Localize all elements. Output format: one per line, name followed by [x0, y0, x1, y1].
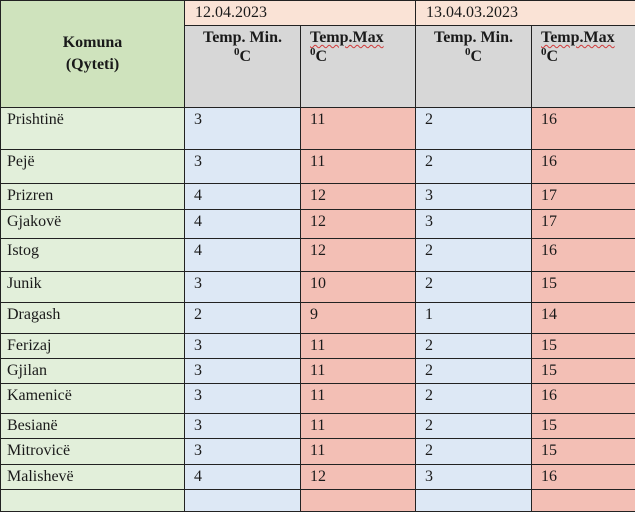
min-temp-cell: 2: [185, 303, 301, 334]
min-temp-cell: 3: [185, 439, 301, 465]
municipality-cell: Mitrovicë: [1, 439, 185, 465]
municipality-header: [1, 1, 185, 108]
municipality-cell: Pejë: [1, 150, 185, 184]
max-temp-cell: 16: [532, 150, 635, 184]
min-temp-cell: 2: [416, 272, 532, 303]
max-temp-cell: 11: [301, 150, 416, 184]
municipality-cell: Kamenicë: [1, 384, 185, 414]
table-row: [1, 334, 635, 359]
municipality-sublabel: (Qyteti): [66, 56, 119, 73]
municipality-cell: Dragash: [1, 303, 185, 334]
max-temp-cell: 11: [301, 108, 416, 150]
municipality-cell: Gjilan: [1, 359, 185, 384]
max-temp-cell: 11: [301, 414, 416, 439]
municipality-cell: Besianë: [1, 414, 185, 439]
empty-row: [1, 490, 635, 512]
municipality-cell: Ferizaj: [1, 334, 185, 359]
table-row: [1, 150, 635, 184]
max-temp-cell: 14: [532, 303, 635, 334]
unit-label: $^0$C: [185, 47, 300, 66]
max-temp-cell: 9: [301, 303, 416, 334]
min-temp-cell: 2: [416, 384, 532, 414]
max-temp-cell: 12: [301, 184, 416, 210]
municipality-label: Komuna: [63, 34, 123, 51]
min-temp-cell: 4: [185, 184, 301, 210]
max-temp-cell: 15: [532, 414, 635, 439]
max-temp-cell: 16: [532, 465, 635, 490]
table-row: [1, 465, 635, 490]
date-header-row: [1, 1, 635, 26]
municipality-cell: Prizren: [1, 184, 185, 210]
table-row: [1, 384, 635, 414]
table-row: [1, 272, 635, 303]
max-temp-cell: 10: [301, 272, 416, 303]
min-temp-cell: 2: [416, 359, 532, 384]
min-temp-label: Temp. Min.: [434, 29, 513, 46]
table-row: [1, 359, 635, 384]
municipality-cell: Istog: [1, 239, 185, 272]
min-temp-cell: 3: [185, 384, 301, 414]
max-temp-header-2: [532, 26, 635, 108]
max-temp-label: Temp.Max: [310, 29, 384, 46]
unit-label: $^0$C: [416, 47, 531, 66]
max-temp-cell: 15: [532, 334, 635, 359]
min-temp-label: Temp. Min.: [203, 29, 282, 46]
table-row: [1, 184, 635, 210]
max-temp-cell: 11: [301, 334, 416, 359]
min-temp-cell: 4: [185, 465, 301, 490]
min-temp-cell: 3: [416, 210, 532, 239]
min-temp-cell: 3: [185, 359, 301, 384]
max-temp-cell: 12: [301, 210, 416, 239]
municipality-cell: Gjakovë: [1, 210, 185, 239]
max-temp-cell: 11: [301, 384, 416, 414]
min-temp-cell: 2: [416, 108, 532, 150]
max-temp-cell: 17: [532, 210, 635, 239]
empty-cell: [532, 490, 635, 512]
table-body: [1, 108, 635, 512]
municipality-cell: Junik: [1, 272, 185, 303]
table-row: [1, 210, 635, 239]
max-temp-cell: 17: [532, 184, 635, 210]
min-temp-cell: 4: [185, 210, 301, 239]
max-temp-cell: 15: [532, 359, 635, 384]
table-row: [1, 108, 635, 150]
unit-label: $^0$C: [310, 47, 415, 66]
max-temp-cell: 16: [532, 108, 635, 150]
max-temp-cell: 15: [532, 439, 635, 465]
min-temp-header-1: [185, 26, 301, 108]
min-temp-cell: 4: [185, 239, 301, 272]
empty-cell: [301, 490, 416, 512]
max-temp-cell: 16: [532, 384, 635, 414]
min-temp-cell: 3: [416, 184, 532, 210]
max-temp-cell: 11: [301, 359, 416, 384]
min-temp-cell: 3: [185, 414, 301, 439]
min-temp-cell: 3: [185, 334, 301, 359]
max-temp-label: Temp.Max: [541, 29, 615, 46]
max-temp-header-1: [301, 26, 416, 108]
table-row: [1, 439, 635, 465]
date-header-1: 12.04.2023: [185, 1, 416, 26]
table-header: [1, 1, 635, 108]
table-row: [1, 414, 635, 439]
min-temp-cell: 2: [416, 439, 532, 465]
min-temp-cell: 2: [416, 414, 532, 439]
max-temp-cell: 12: [301, 239, 416, 272]
min-temp-cell: 3: [185, 150, 301, 184]
max-temp-cell: 16: [532, 239, 635, 272]
min-temp-cell: 2: [416, 334, 532, 359]
empty-cell: [1, 490, 185, 512]
min-temp-cell: 2: [416, 239, 532, 272]
min-temp-cell: 1: [416, 303, 532, 334]
min-temp-cell: 3: [416, 465, 532, 490]
min-temp-cell: 3: [185, 108, 301, 150]
municipality-cell: Prishtinë: [1, 108, 185, 150]
max-temp-cell: 15: [532, 272, 635, 303]
table-row: [1, 239, 635, 272]
empty-cell: [416, 490, 532, 512]
municipality-cell: Malishevë: [1, 465, 185, 490]
min-temp-cell: 2: [416, 150, 532, 184]
min-temp-header-2: [416, 26, 532, 108]
table-row: [1, 303, 635, 334]
min-temp-cell: 3: [185, 272, 301, 303]
max-temp-cell: 11: [301, 439, 416, 465]
max-temp-cell: 12: [301, 465, 416, 490]
unit-label: $^0$C: [541, 47, 635, 66]
date-header-2: 13.04.03.2023: [416, 1, 635, 26]
empty-cell: [185, 490, 301, 512]
